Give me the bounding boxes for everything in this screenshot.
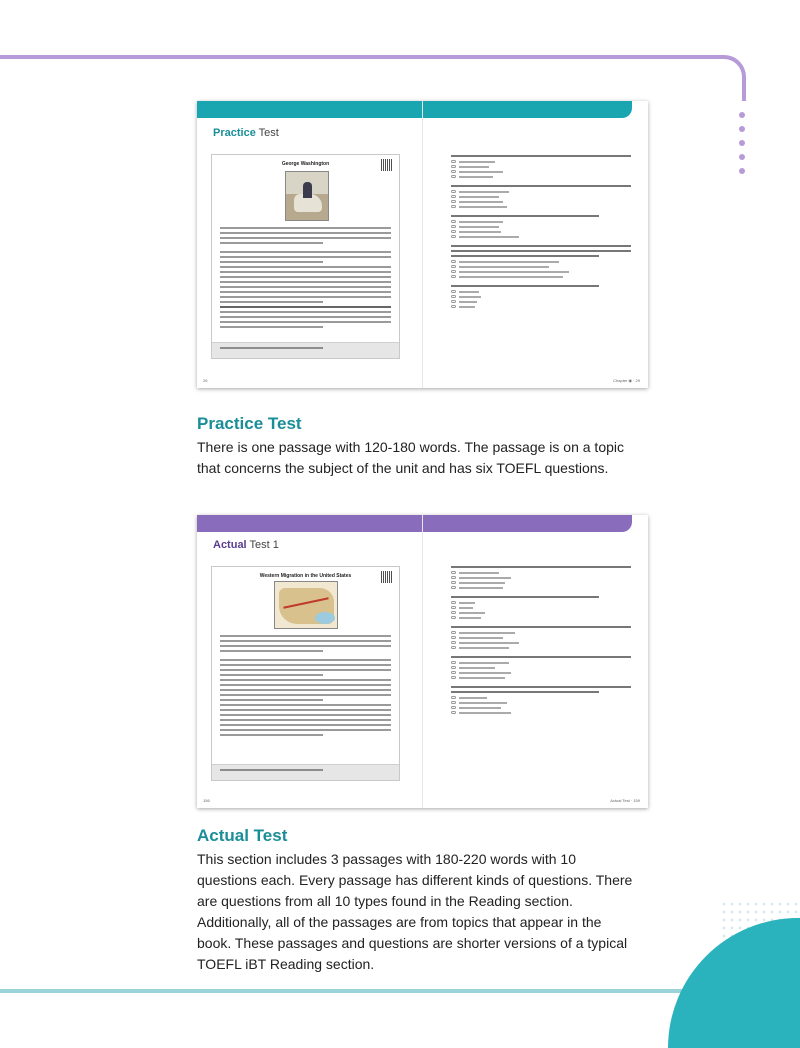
qr-code-icon [381, 159, 393, 171]
glossary [212, 764, 399, 780]
question-list [451, 566, 631, 721]
washington-portrait-image [285, 171, 329, 221]
decorative-dots [739, 112, 747, 182]
page-number-right: Chapter ◉ · 29 [613, 378, 640, 383]
decorative-corner-curve [700, 55, 746, 101]
preview-title: Actual Test 1 [213, 539, 279, 551]
passage-text-lines [220, 227, 391, 331]
passage-box [211, 566, 400, 781]
preview-title: Practice Test [213, 127, 279, 139]
qr-code-icon [381, 571, 393, 583]
header-band [197, 515, 632, 532]
passage-title: Western Migration in the United States [259, 573, 352, 579]
actual-test-description: This section includes 3 passages with 180-220 words with 10 questions each. Every passage has different kinds of questions. There are questions from all 10 types found in the Reading section. Additionally, all of the passages are from topics that appear in the book. These passages and questions are shorter versions of a typical TOEFL iBT Reading section. [197, 851, 633, 972]
actual-test-preview [197, 515, 648, 808]
migration-map-image [274, 581, 338, 629]
passage-box [211, 154, 400, 359]
practice-test-description: There is one passage with 120-180 words. The passage is on a topic that concerns the subject of the unit and has six TOEFL questions. [197, 439, 624, 476]
glossary [212, 342, 399, 358]
decorative-top-line [0, 55, 720, 59]
passage-title: George Washington [281, 161, 330, 167]
actual-test-heading: Actual Test [197, 826, 288, 845]
decorative-circle [668, 918, 800, 1048]
header-band [197, 101, 632, 118]
practice-test-heading: Practice Test [197, 414, 302, 433]
page-number-left: 156 [203, 798, 210, 803]
passage-text-lines [220, 635, 391, 739]
question-list [451, 155, 631, 315]
page-number-right: Actual Test · 159 [610, 798, 640, 803]
practice-test-preview [197, 101, 648, 388]
page-number-left: 26 [203, 378, 208, 383]
